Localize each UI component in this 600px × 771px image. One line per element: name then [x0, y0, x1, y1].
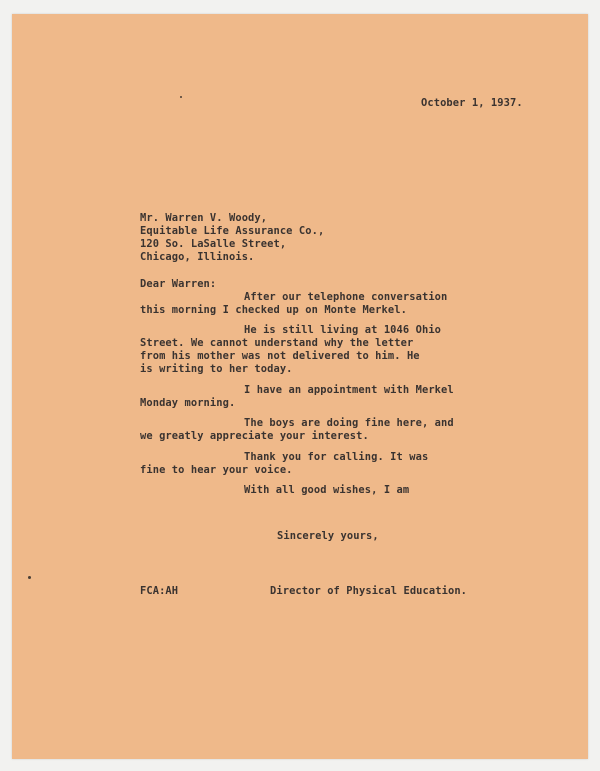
- signature-title: Director of Physical Education.: [270, 585, 468, 597]
- paragraph-line: we greatly appreciate your interest.: [140, 430, 369, 442]
- address-line: Mr. Warren V. Woody,: [140, 212, 268, 224]
- closing: Sincerely yours,: [277, 530, 379, 542]
- paper-speck: [180, 96, 182, 98]
- paragraph-line: I have an appointment with Merkel: [244, 384, 454, 396]
- reference-initials: FCA:AH: [140, 585, 179, 597]
- letter-date: October 1, 1937.: [421, 97, 523, 109]
- address-line: Chicago, Illinois.: [140, 251, 255, 263]
- paragraph-line: this morning I checked up on Monte Merkel.: [140, 304, 407, 316]
- paragraph-line: The boys are doing fine here, and: [244, 417, 454, 429]
- paragraph-line: After our telephone conversation: [244, 291, 448, 303]
- paper-speck: [28, 576, 31, 579]
- paragraph-line: is writing to her today.: [140, 363, 293, 375]
- paragraph-line: Thank you for calling. It was: [244, 451, 429, 463]
- paragraph-line: He is still living at 1046 Ohio: [244, 324, 442, 336]
- letter-page: [12, 14, 588, 759]
- address-line: Equitable Life Assurance Co.,: [140, 225, 325, 237]
- paragraph-line: Street. We cannot understand why the letter: [140, 337, 414, 349]
- paragraph-line: fine to hear your voice.: [140, 464, 293, 476]
- address-line: 120 So. LaSalle Street,: [140, 238, 287, 250]
- salutation: Dear Warren:: [140, 278, 217, 290]
- paragraph-line: from his mother was not delivered to him. He: [140, 350, 420, 362]
- paragraph-6: With all good wishes, I am: [244, 484, 410, 496]
- paragraph-line: Monday morning.: [140, 397, 236, 409]
